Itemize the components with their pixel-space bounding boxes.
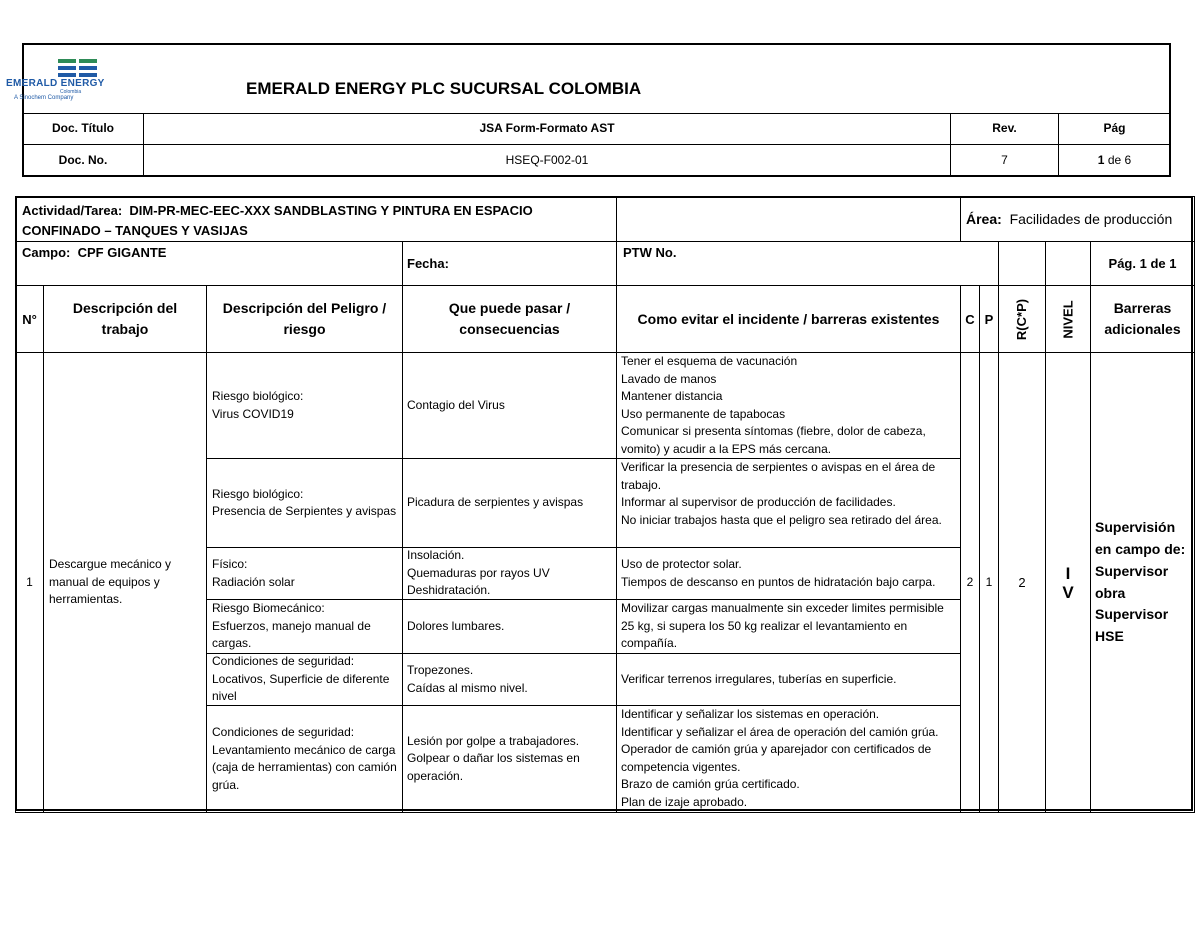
consequence-4: Dolores lumbares. bbox=[402, 599, 617, 654]
consequence-5: Tropezones. Caídas al mismo nivel. bbox=[402, 653, 617, 706]
document-header bbox=[6, 43, 1171, 177]
row-number: 1 bbox=[15, 352, 44, 813]
hazard-5: Condiciones de seguridad: Locativos, Superficie de diferente nivel bbox=[206, 653, 403, 706]
consequence-6: Lesión por golpe a trabajadores. Golpear o dañar los sistemas en operación. bbox=[402, 705, 617, 813]
page-of: de 6 bbox=[1107, 152, 1132, 167]
consequence-1: Contagio del Virus bbox=[402, 352, 617, 459]
activity-label: Actividad/Tarea: bbox=[22, 203, 123, 218]
col-additional: Barreras adicionales bbox=[1090, 285, 1195, 353]
col-barriers: Como evitar el incidente / barreras existentes bbox=[616, 285, 961, 353]
fecha-cell bbox=[402, 241, 617, 286]
page-current: 1 bbox=[1097, 152, 1105, 167]
col-r-cell bbox=[998, 285, 1046, 353]
hazard-6: Condiciones de seguridad: Levantamiento mecánico de carga (caja de herramientas) con camión grúa. bbox=[206, 705, 403, 813]
col-job-desc: Descripción del trabajo bbox=[43, 285, 207, 353]
logo-tagline: A Sinochem Company bbox=[14, 95, 74, 101]
col-consequences: Que puede pasar / consecuencias bbox=[402, 285, 617, 353]
doc-no-value: HSEQ-F002-01 bbox=[143, 144, 951, 177]
area-cell bbox=[960, 196, 1195, 242]
form-page-label: Pág. 1 de 1 bbox=[1090, 241, 1195, 286]
barriers-2: Verificar la presencia de serpientes o avispas en el área de trabajo. Informar al supervisor de producción de facilidades. No iniciar trabajos hasta que el peligro sea retirado del área. bbox=[616, 458, 961, 548]
col-p: P bbox=[979, 285, 999, 353]
campo-cell bbox=[15, 241, 403, 286]
rev-value: 7 bbox=[950, 144, 1059, 177]
emerald-energy-logo-icon bbox=[58, 59, 98, 77]
hazard-2: Riesgo biológico: Presencia de Serpientes y avispas bbox=[206, 458, 403, 548]
doc-no-label: Doc. No. bbox=[22, 144, 144, 177]
barriers-5: Verificar terrenos irregulares, tuberías en superficie. bbox=[616, 653, 961, 706]
additional-barriers: Supervisión en campo de: Supervisor obra Supervisor HSE bbox=[1090, 352, 1195, 813]
campo-value: CPF GIGANTE bbox=[77, 245, 167, 260]
hazard-4: Riesgo Biomecánico: Esfuerzos, manejo manual de cargas. bbox=[206, 599, 403, 654]
ptw-label: PTW No. bbox=[623, 245, 677, 260]
hazard-3: Físico: Radiación solar bbox=[206, 547, 403, 600]
hazard-1: Riesgo biológico: Virus COVID19 bbox=[206, 352, 403, 459]
barriers-1: Tener el esquema de vacunación Lavado de manos Mantener distancia Uso permanente de tapabocas Comunicar si presenta síntomas (fiebre, dolor de cabeza, vomito) y acudir a la EPS más cercana. bbox=[616, 352, 961, 459]
job-description: Descargue mecánico y manual de equipos y herramientas. bbox=[43, 352, 207, 813]
col-c: C bbox=[960, 285, 980, 353]
page-number bbox=[1058, 144, 1171, 177]
pag-label: Pág bbox=[1058, 113, 1171, 145]
consequence-2: Picadura de serpientes y avispas bbox=[402, 458, 617, 548]
doc-title-value: JSA Form-Formato AST bbox=[143, 113, 951, 145]
company-logo bbox=[6, 59, 136, 107]
col-hazard-desc: Descripción del Peligro / riesgo bbox=[206, 285, 403, 353]
activity-spacer bbox=[616, 196, 961, 242]
fecha-label: Fecha: bbox=[407, 256, 449, 271]
c-value: 2 bbox=[960, 352, 980, 813]
area-label: Área: bbox=[966, 211, 1002, 227]
col-n: N° bbox=[15, 285, 44, 353]
consequence-3: Insolación. Quemaduras por rayos UV Deshidratación. bbox=[402, 547, 617, 600]
col-nivel-cell bbox=[1045, 285, 1091, 353]
company-title: EMERALD ENERGY PLC SUCURSAL COLOMBIA bbox=[246, 79, 642, 98]
jsa-table bbox=[15, 196, 1193, 811]
r-value: 2 bbox=[998, 352, 1046, 813]
barriers-6: Identificar y señalizar los sistemas en operación. Identificar y señalizar el área de operación del camión grúa. Operador de camión grúa y aparejador con certificados de competencia vigentes. Brazo de camión grúa certificado. Plan de izaje aprobado. bbox=[616, 705, 961, 813]
barriers-4: Movilizar cargas manualmente sin exceder limites permisible 25 kg, si supera los 50 kg realizar el levantamiento en compañía. bbox=[616, 599, 961, 654]
logo-subtitle: Colombia bbox=[60, 89, 82, 95]
nivel-value: I V bbox=[1045, 352, 1091, 813]
activity-value: DIM-PR-MEC-EEC-XXX SANDBLASTING Y PINTURA EN ESPACIO CONFINADO – TANQUES Y VASIJAS bbox=[22, 203, 533, 238]
doc-title-label: Doc. Título bbox=[22, 113, 144, 145]
ptw-spacer-1 bbox=[998, 241, 1046, 286]
ptw-cell bbox=[616, 241, 999, 286]
logo-name: EMERALD ENERGY bbox=[6, 78, 105, 89]
col-r: R(C*P) bbox=[1014, 298, 1030, 340]
rev-label: Rev. bbox=[950, 113, 1059, 145]
col-nivel: NIVEL bbox=[1060, 299, 1076, 339]
area-value: Facilidades de producción bbox=[1009, 211, 1173, 227]
activity-cell bbox=[15, 196, 617, 242]
barriers-3: Uso de protector solar. Tiempos de descanso en puntos de hidratación bajo carpa. bbox=[616, 547, 961, 600]
p-value: 1 bbox=[979, 352, 999, 813]
campo-label: Campo: bbox=[22, 245, 71, 260]
ptw-spacer-2 bbox=[1045, 241, 1091, 286]
